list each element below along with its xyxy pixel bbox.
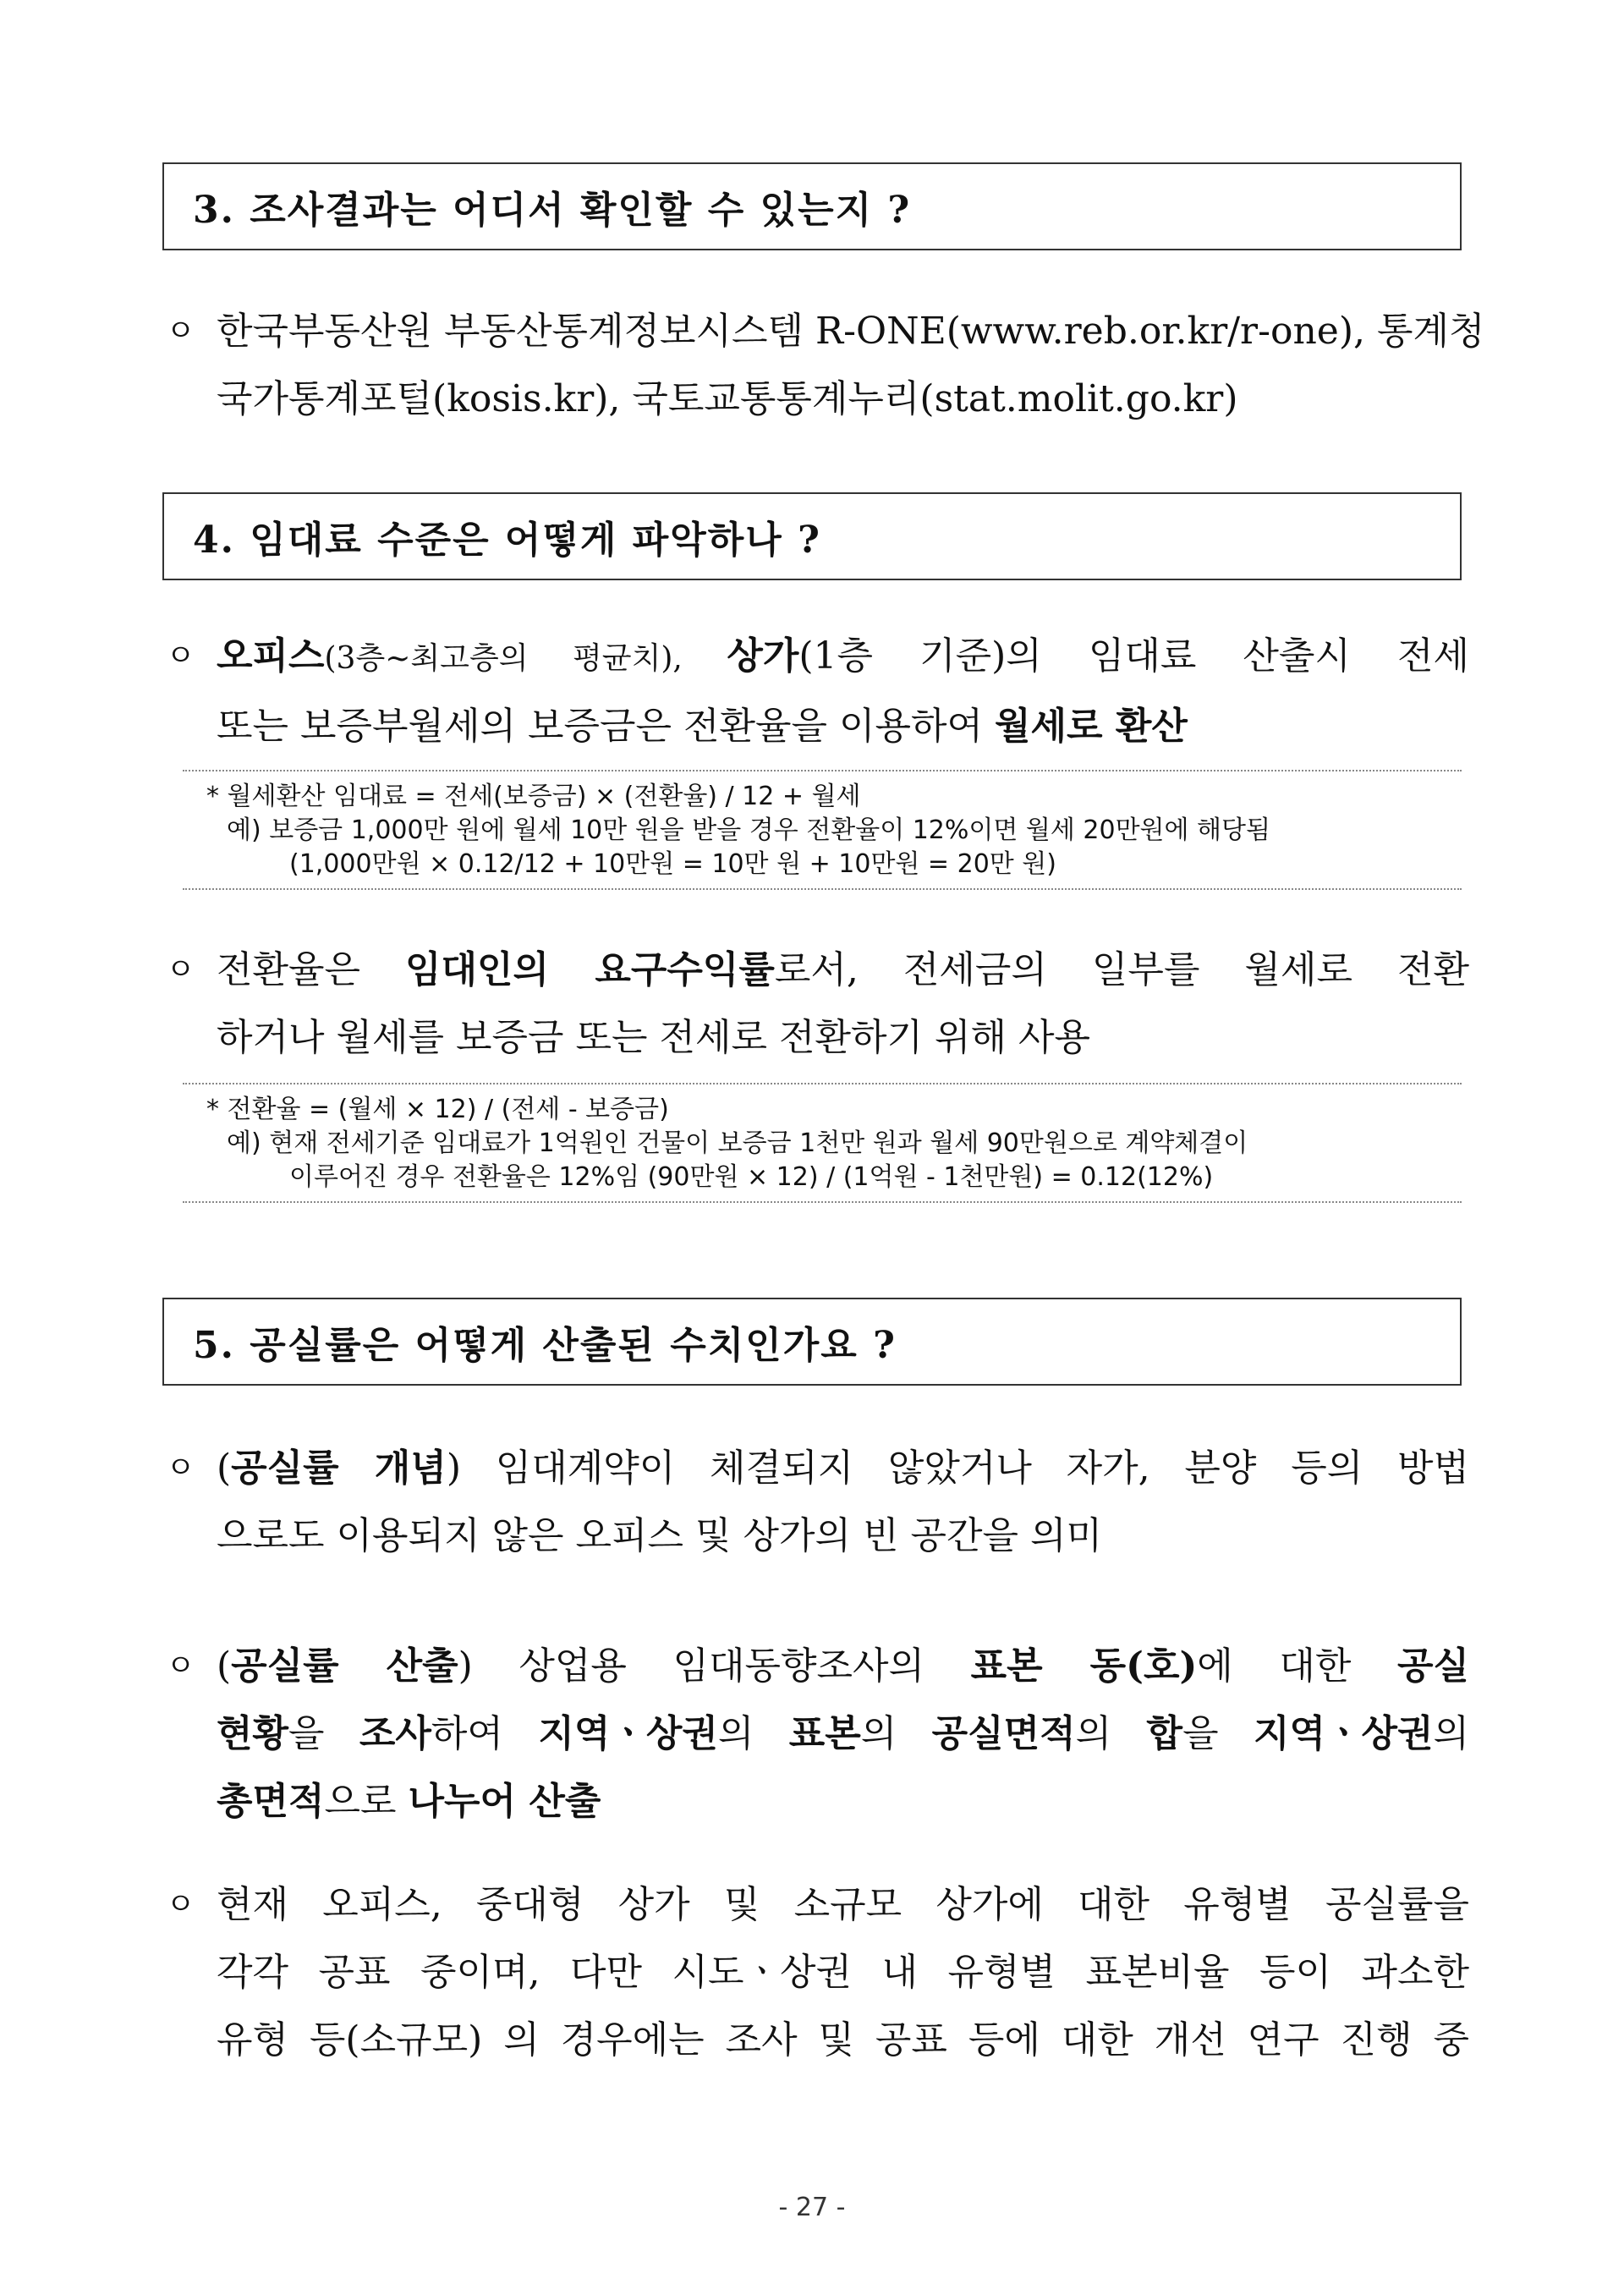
- section-5-bullet-1: [162, 1435, 1469, 1570]
- particle: 을: [288, 1712, 359, 1755]
- section-4-bullet-1-line-1: [162, 623, 1469, 693]
- section-5-bullet-2-line-2: [162, 1700, 1469, 1768]
- vacancy-concept-text-2: 으로도 이용되지 않은 오피스 및 상가의 빈 공간을 의미: [217, 1514, 1102, 1557]
- bullet-mark: ㅇ: [166, 1649, 195, 1683]
- section-3-bullet-line-1: [162, 298, 1485, 365]
- particle: 의: [1433, 1712, 1469, 1755]
- vacant-area-term: 공실면적: [931, 1712, 1076, 1755]
- section-5-bullet-3-line-2: [162, 1939, 1469, 2007]
- section-4-note-1: [183, 770, 1462, 890]
- section-5-bullet-2-line-3: [162, 1768, 1469, 1836]
- section-4-bullet-1: [162, 623, 1469, 760]
- section-4-note-2: [183, 1083, 1462, 1203]
- section-3-title: 3. 조사결과는 어디서 확인할 수 있는지 ?: [193, 189, 912, 232]
- particle: 으로: [324, 1780, 409, 1823]
- section-5-heading-box: [162, 1298, 1462, 1386]
- particle: 의: [1075, 1712, 1147, 1755]
- note-1-formula: * 월세환산 임대료 = 전세(보증금) × (전환율) / 12 + 월세: [206, 782, 861, 811]
- total-area-term: 총면적: [217, 1780, 325, 1823]
- note-2-formula: * 전환율 = (월세 × 12) / (전세 - 보증금): [206, 1095, 669, 1124]
- vacancy-calc-term: 공실률 산출: [231, 1644, 458, 1688]
- divide-term: 나누어 산출: [408, 1780, 601, 1823]
- status-term: 현황: [217, 1712, 289, 1755]
- section-4-bullet-1-line-2: [162, 693, 1469, 760]
- section-3-bullet-line-2: [162, 365, 1469, 433]
- bullet-mark: ㅇ: [166, 953, 195, 987]
- particle: 하여: [431, 1712, 539, 1755]
- particle: 의: [717, 1712, 789, 1755]
- section-4-bullet-2-line-1: [162, 936, 1469, 1004]
- bullet-mark: ㅇ: [166, 639, 195, 673]
- section-3-bullet: [162, 298, 1485, 433]
- vacancy-concept-text: ) 임대계약이 체결되지 않았거나 자가, 분양 등의 방법: [446, 1447, 1470, 1490]
- section-5-bullet-2: [162, 1633, 1469, 1836]
- section-3-text-line-1: 한국부동산원 부동산통계정보시스템 R-ONE(www.reb.or.kr/r-one), 통계청: [217, 310, 1485, 353]
- monthly-rent-conversion: 월세로 환산: [995, 705, 1188, 748]
- conversion-rate-text: 전환율은: [217, 948, 406, 991]
- conversion-rate-desc: 로서, 전세금의 일부를 월세로 전환: [774, 948, 1469, 991]
- calc-text-b: 에 대한: [1197, 1644, 1397, 1688]
- section-4-bullet-2-line-2: [162, 1004, 1469, 1072]
- note-2-example: 예) 현재 전세기준 임대료가 1억원인 건물이 보증금 1천만 원과 월세 90만원으로 계약체결이: [227, 1128, 1248, 1158]
- note-1-calculation: (1,000만원 × 0.12/12 + 10만원 = 10만 원 + 10만원 = 20만 원): [289, 849, 1056, 879]
- required-return-term: 임대인의 요구수익률: [405, 948, 775, 991]
- section-5-bullet-2-line-1: [162, 1633, 1469, 1700]
- section-5-bullet-1-line-2: [162, 1502, 1469, 1570]
- survey-term: 조사: [359, 1712, 431, 1755]
- region-term-2: 지역ㆍ상권: [1253, 1712, 1434, 1755]
- paren-open: (: [217, 1447, 232, 1490]
- vacancy-term: 공실: [1397, 1644, 1470, 1688]
- section-3-heading-box: [162, 162, 1462, 250]
- particle: 의: [860, 1712, 932, 1755]
- note-1-example: 예) 보증금 1,000만 원에 월세 10만 원을 받을 경우 전환율이 12%이면 월세 20만원에 해당됨: [227, 815, 1270, 845]
- calc-text-a: ) 상업용 임대동향조사의: [458, 1644, 971, 1688]
- section-5-bullet-3-line-1: [162, 1871, 1469, 1939]
- retail-note: (1층 기준)의 임대료 산출시 전세: [798, 634, 1469, 678]
- conversion-text: 또는 보증부월세의 보증금은 전환율을 이용하여: [217, 705, 996, 748]
- section-4-heading-box: [162, 492, 1462, 580]
- note-2-calculation: 이루어진 경우 전환율은 12%임 (90만원 × 12) / (1억원 - 1천만원) = 0.12(12%): [289, 1162, 1214, 1192]
- office-note: (3층~최고층의 평균치),: [324, 641, 727, 676]
- sample-term: 표본: [788, 1712, 861, 1755]
- office-term: 오피스: [217, 634, 325, 678]
- sample-building-term: 표본 동(호): [970, 1644, 1198, 1688]
- section-3-text-line-2: 국가통계포털(kosis.kr), 국토교통통계누리(stat.molit.go.kr): [217, 377, 1238, 420]
- section-5-title: 5. 공실률은 어떻게 산출된 수치인가요 ?: [193, 1324, 897, 1367]
- section-5-bullet-3: [162, 1871, 1469, 2074]
- vacancy-concept-term: 공실률 개념: [231, 1447, 447, 1490]
- paren-open: (: [217, 1644, 232, 1688]
- publication-text-3: 유형 등(소규모) 의 경우에는 조사 및 공표 등에 대한 개선 연구 진행 중: [217, 2018, 1469, 2062]
- region-term: 지역ㆍ상권: [538, 1712, 718, 1755]
- section-5-bullet-1-line-1: [162, 1435, 1469, 1502]
- section-5-bullet-3-line-3: [162, 2007, 1469, 2074]
- particle: 을: [1182, 1712, 1254, 1755]
- bullet-mark: ㅇ: [166, 1451, 195, 1485]
- publication-text-1: 현재 오피스, 중대형 상가 및 소규모 상가에 대한 유형별 공실률을: [217, 1883, 1469, 1926]
- publication-text-2: 각각 공표 중이며, 다만 시도ㆍ상권 내 유형별 표본비율 등이 과소한: [217, 1951, 1469, 1994]
- page-number: - 27 -: [778, 2193, 846, 2222]
- retail-term: 상가: [727, 634, 799, 678]
- bullet-mark: ㅇ: [166, 1887, 195, 1922]
- bullet-mark: ㅇ: [166, 314, 195, 349]
- conversion-rate-desc-2: 하거나 월세를 보증금 또는 전세로 전환하기 위해 사용: [217, 1016, 1090, 1059]
- section-4-bullet-2: [162, 936, 1469, 1072]
- sum-term: 합: [1146, 1712, 1183, 1755]
- section-4-title: 4. 임대료 수준은 어떻게 파악하나 ?: [193, 519, 821, 562]
